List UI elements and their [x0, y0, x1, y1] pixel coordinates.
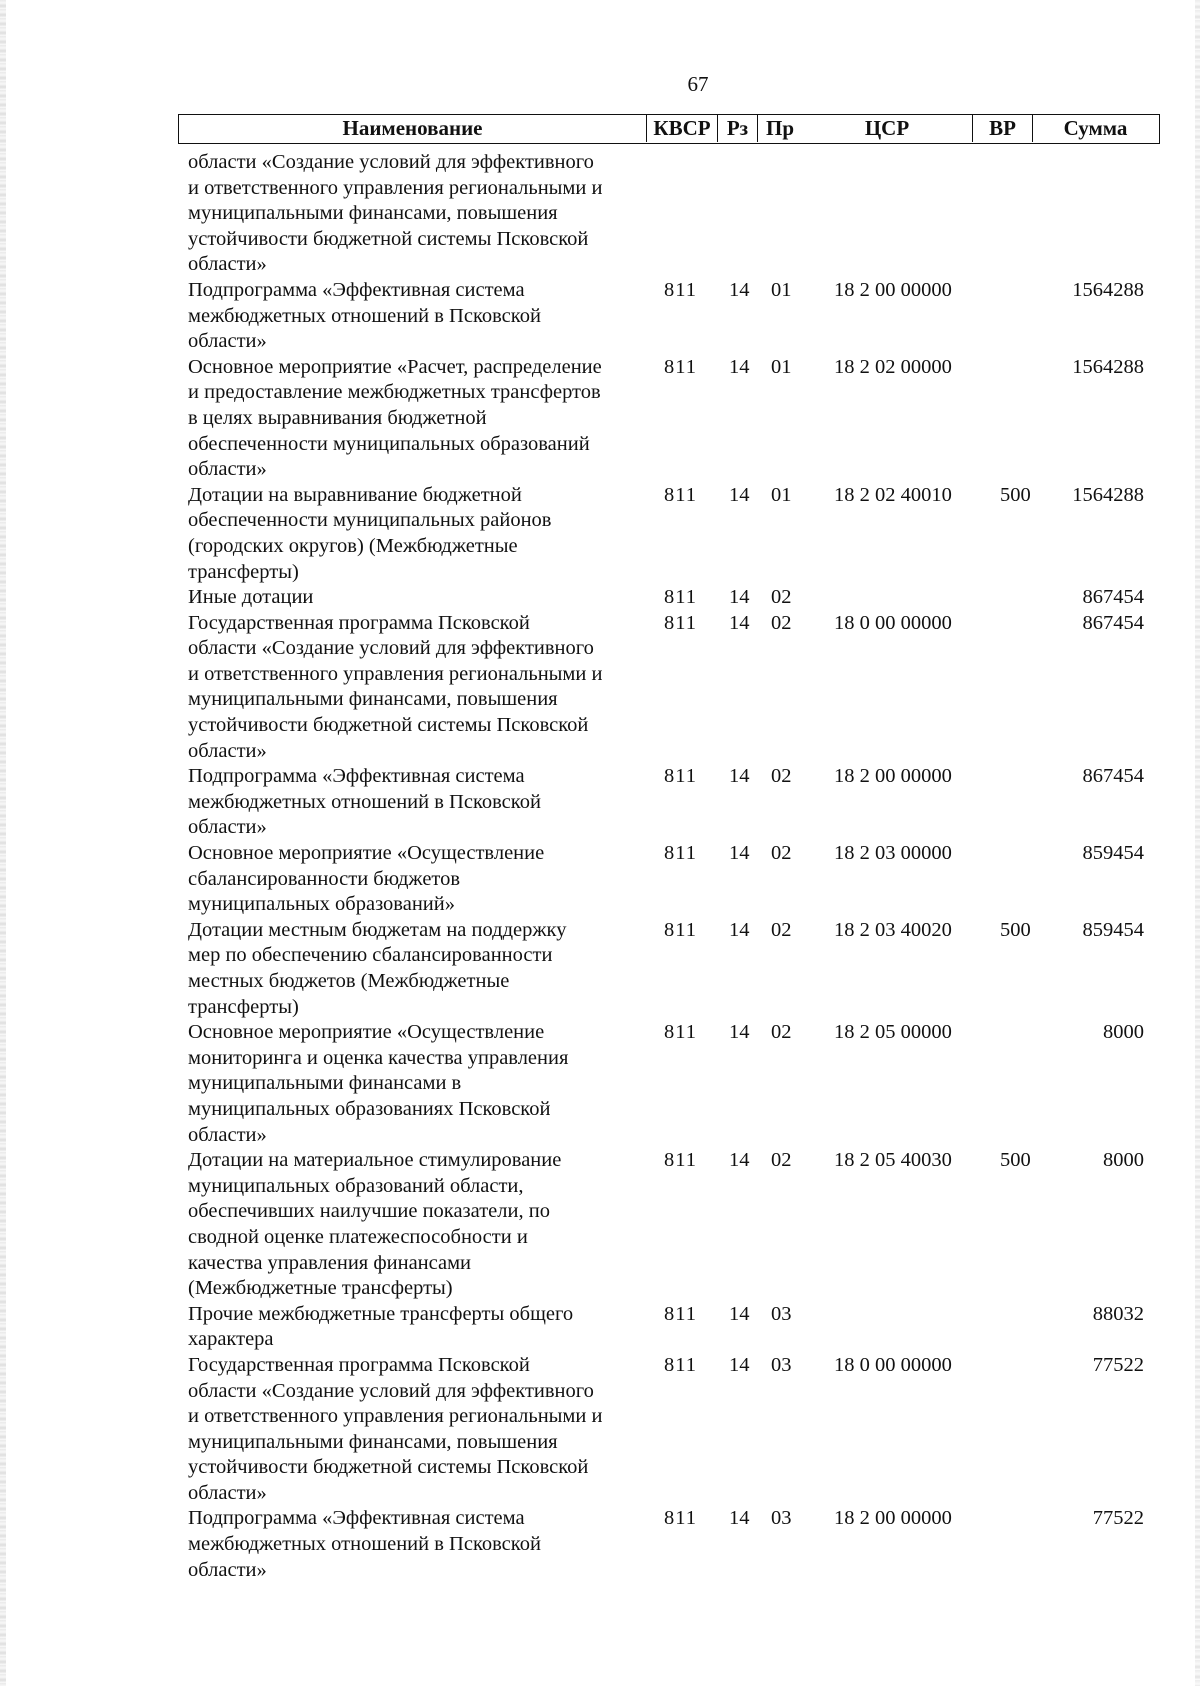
- row-name-line: межбюджетных отношений в Псковской: [188, 1533, 541, 1556]
- row-name-line: области «Создание условий для эффективного: [188, 1379, 594, 1402]
- row-name-line: Основное мероприятие «Осуществление: [188, 842, 545, 865]
- cell-sum: 867454: [1082, 611, 1144, 634]
- cell-rz: 14: [729, 611, 750, 634]
- cell-pr: 01: [771, 278, 792, 301]
- cell-csr: 18 2 05 40030: [834, 1149, 952, 1172]
- row-name: [188, 611, 638, 765]
- table-row: [188, 611, 1158, 765]
- cell-sum: 1564288: [1072, 278, 1144, 301]
- row-name: [188, 1148, 638, 1302]
- cell-kvsr: 811: [664, 1353, 697, 1376]
- cell-pr: 02: [771, 586, 792, 609]
- row-name-line: области»: [188, 458, 267, 481]
- table-row: [188, 483, 1158, 585]
- table-row: [188, 150, 1158, 278]
- cell-sum: 859454: [1082, 842, 1144, 865]
- cell-csr: 18 2 02 40010: [834, 483, 952, 506]
- header-sum: Сумма: [1032, 115, 1158, 142]
- row-name-line: обеспеченности муниципальных образований: [188, 432, 590, 455]
- cell-pr: 02: [771, 918, 792, 941]
- row-name: [188, 918, 638, 1020]
- cell-kvsr: 811: [664, 1302, 697, 1325]
- cell-rz: 14: [729, 1021, 750, 1044]
- row-name: [188, 150, 638, 278]
- cell-pr: 01: [771, 483, 792, 506]
- row-name-line: и ответственного управления региональными и: [188, 662, 603, 685]
- row-name-line: муниципальными финансами в: [188, 1072, 462, 1095]
- cell-csr: 18 0 00 00000: [834, 611, 952, 634]
- row-name-line: муниципальными финансами, повышения: [188, 1430, 558, 1453]
- row-name: [188, 841, 638, 918]
- row-name-line: Основное мероприятие «Расчет, распределение: [188, 355, 602, 378]
- table-row: [188, 355, 1158, 483]
- row-name-line: Иные дотации: [188, 586, 314, 609]
- row-name-line: Дотации местным бюджетам на поддержку: [188, 918, 567, 941]
- cell-kvsr: 811: [664, 278, 697, 301]
- cell-pr: 02: [771, 765, 792, 788]
- row-name-line: и предоставление межбюджетных трансфертов: [188, 381, 601, 404]
- cell-kvsr: 811: [664, 842, 697, 865]
- row-name: [188, 1353, 638, 1507]
- row-name-line: устойчивости бюджетной системы Псковской: [188, 227, 589, 250]
- row-name-line: устойчивости бюджетной системы Псковской: [188, 714, 589, 737]
- row-name-line: и ответственного управления региональными и: [188, 1405, 603, 1428]
- cell-kvsr: 811: [664, 355, 697, 378]
- row-name-line: трансферты): [188, 560, 299, 583]
- row-name-line: трансферты): [188, 995, 299, 1018]
- cell-kvsr: 811: [664, 611, 697, 634]
- row-name-line: Подпрограмма «Эффективная система: [188, 765, 525, 788]
- cell-kvsr: 811: [664, 586, 697, 609]
- cell-sum: 867454: [1082, 586, 1144, 609]
- row-name: [188, 1302, 638, 1353]
- row-name-line: Государственная программа Псковской: [188, 1353, 530, 1376]
- row-name-line: Дотации на материальное стимулирование: [188, 1149, 562, 1172]
- cell-pr: 02: [771, 1149, 792, 1172]
- table-row: [188, 1020, 1158, 1148]
- row-name: [188, 1506, 638, 1583]
- header-kvsr: КВСР: [646, 115, 717, 142]
- header-csr: ЦСР: [864, 116, 910, 140]
- row-name: [188, 764, 638, 841]
- row-name-line: и ответственного управления региональными и: [188, 176, 603, 199]
- row-name-line: местных бюджетов (Межбюджетные: [188, 970, 510, 992]
- row-name-line: Дотации на выравнивание бюджетной: [188, 483, 522, 506]
- row-name-line: сводной оценке платежеспособности и: [188, 1225, 528, 1248]
- cell-rz: 14: [729, 483, 750, 506]
- cell-kvsr: 811: [664, 1149, 697, 1172]
- scan-edge-right: [1195, 0, 1200, 1686]
- row-name-line: обеспеченности муниципальных районов: [188, 509, 552, 532]
- row-name-line: Прочие межбюджетные трансферты общего: [188, 1302, 574, 1325]
- row-name-line: муниципальных образований»: [188, 893, 455, 916]
- cell-rz: 14: [729, 1507, 750, 1530]
- row-name-line: устойчивости бюджетной системы Псковской: [188, 1456, 589, 1479]
- cell-pr: 02: [771, 842, 792, 865]
- cell-kvsr: 811: [664, 1507, 697, 1530]
- header-pr: Пр: [757, 115, 802, 142]
- row-name-line: качества управления финансами: [188, 1251, 472, 1274]
- row-name-line: Подпрограмма «Эффективная система: [188, 1507, 525, 1530]
- table-row: [188, 841, 1158, 918]
- row-name-line: области «Создание условий для эффективного: [188, 151, 594, 173]
- table-body: [188, 150, 1158, 1583]
- table-row: [188, 764, 1158, 841]
- row-name-line: мониторинга и оценка качества управления: [188, 1046, 569, 1069]
- row-name-line: области»: [188, 253, 267, 276]
- row-name-line: в целях выравнивания бюджетной: [188, 406, 487, 429]
- cell-csr: 18 0 00 00000: [834, 1353, 952, 1376]
- row-name-line: области»: [188, 330, 267, 353]
- row-name-line: Государственная программа Псковской: [188, 611, 530, 634]
- cell-kvsr: 811: [664, 483, 697, 506]
- header-name: Наименование: [342, 116, 483, 140]
- cell-kvsr: 811: [664, 918, 697, 941]
- row-name: [188, 355, 638, 483]
- cell-rz: 14: [729, 1149, 750, 1172]
- row-name-line: сбалансированности бюджетов: [188, 867, 461, 890]
- row-name-line: обеспечивших наилучшие показатели, по: [188, 1200, 550, 1223]
- cell-pr: 03: [771, 1353, 792, 1376]
- cell-csr: 18 2 05 00000: [834, 1021, 952, 1044]
- cell-pr: 03: [771, 1302, 792, 1325]
- table-header: [178, 114, 1160, 144]
- cell-rz: 14: [729, 586, 750, 609]
- cell-sum: 867454: [1082, 765, 1144, 788]
- cell-vr: 500: [1000, 483, 1031, 506]
- cell-csr: 18 2 03 00000: [834, 842, 952, 865]
- row-name: [188, 585, 638, 611]
- cell-kvsr: 811: [664, 1021, 697, 1044]
- row-name-line: Подпрограмма «Эффективная система: [188, 278, 525, 301]
- cell-csr: 18 2 00 00000: [834, 765, 952, 788]
- row-name-line: области «Создание условий для эффективного: [188, 637, 594, 660]
- row-name-line: межбюджетных отношений в Псковской: [188, 790, 541, 813]
- cell-sum: 1564288: [1072, 355, 1144, 378]
- cell-kvsr: 811: [664, 765, 697, 788]
- cell-rz: 14: [729, 765, 750, 788]
- row-name-line: области»: [188, 1558, 267, 1581]
- cell-vr: 500: [1000, 1149, 1031, 1172]
- row-name-line: мер по обеспечению сбалансированности: [188, 944, 553, 967]
- cell-csr: 18 2 03 40020: [834, 918, 952, 941]
- row-name-line: Основное мероприятие «Осуществление: [188, 1021, 545, 1044]
- cell-rz: 14: [729, 1302, 750, 1325]
- cell-pr: 01: [771, 355, 792, 378]
- cell-rz: 14: [729, 1353, 750, 1376]
- row-name: [188, 278, 638, 355]
- row-name: [188, 483, 638, 585]
- row-name-line: (Межбюджетные трансферты): [188, 1277, 453, 1300]
- table-row: [188, 1353, 1158, 1507]
- row-name-line: (городских округов) (Межбюджетные: [188, 534, 518, 557]
- table-row: [188, 1302, 1158, 1353]
- header-rz: Рз: [717, 115, 757, 142]
- table-row: [188, 1148, 1158, 1302]
- row-name-line: области»: [188, 1123, 267, 1146]
- header-vr: ВР: [972, 115, 1032, 142]
- cell-sum: 77522: [1092, 1353, 1144, 1376]
- row-name: [188, 1020, 638, 1148]
- row-name-line: характера: [188, 1328, 274, 1351]
- row-name-line: межбюджетных отношений в Псковской: [188, 304, 541, 327]
- table-row: [188, 1506, 1158, 1583]
- page-number: 67: [687, 72, 709, 96]
- row-name-line: муниципальных образованиях Псковской: [188, 1097, 551, 1120]
- cell-rz: 14: [729, 842, 750, 865]
- cell-sum: 8000: [1103, 1021, 1144, 1044]
- cell-csr: 18 2 00 00000: [834, 1507, 952, 1530]
- row-name-line: муниципальных образований области,: [188, 1174, 524, 1197]
- cell-sum: 859454: [1082, 918, 1144, 941]
- table-row: [188, 278, 1158, 355]
- cell-sum: 88032: [1092, 1302, 1144, 1325]
- cell-vr: 500: [1000, 918, 1031, 941]
- row-name-line: муниципальными финансами, повышения: [188, 202, 558, 225]
- cell-rz: 14: [729, 355, 750, 378]
- cell-sum: 77522: [1092, 1507, 1144, 1530]
- scan-edge-left: [0, 0, 6, 1686]
- table-row: [188, 585, 1158, 611]
- row-name-line: области»: [188, 816, 267, 839]
- cell-pr: 03: [771, 1507, 792, 1530]
- cell-pr: 02: [771, 1021, 792, 1044]
- table-row: [188, 918, 1158, 1020]
- cell-rz: 14: [729, 278, 750, 301]
- cell-sum: 8000: [1103, 1149, 1144, 1172]
- cell-pr: 02: [771, 611, 792, 634]
- row-name-line: муниципальными финансами, повышения: [188, 688, 558, 711]
- cell-rz: 14: [729, 918, 750, 941]
- cell-csr: 18 2 00 00000: [834, 278, 952, 301]
- row-name-line: области»: [188, 739, 267, 762]
- row-name-line: области»: [188, 1481, 267, 1504]
- cell-csr: 18 2 02 00000: [834, 355, 952, 378]
- cell-sum: 1564288: [1072, 483, 1144, 506]
